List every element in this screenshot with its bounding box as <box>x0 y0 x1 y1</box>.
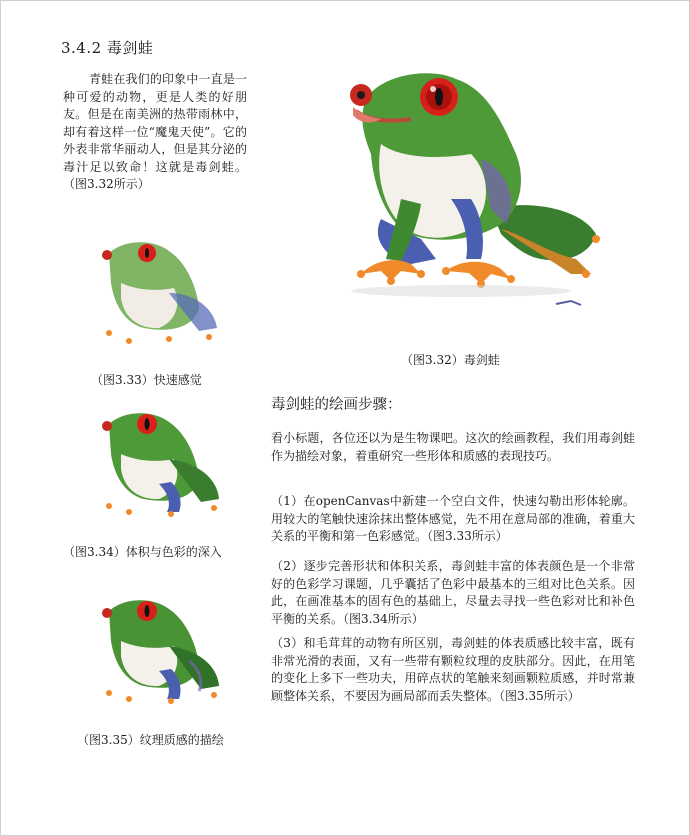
section-title: 3.4.2 毒剑蛙 <box>61 39 154 57</box>
caption-fig-3-32: （图3.32）毒剑蛙 <box>401 353 500 367</box>
step-2-paragraph: （2）逐步完善形状和体积关系，毒剑蛙丰富的体表颜色是一个非常好的色彩学习课题，几乎囊括了色彩中最基本的三组对比色关系。因此，在画准基本的固有色的基础上，尽量去寻找一些色彩对比和补色平衡的关系。（图3.34所示） <box>271 559 635 626</box>
steps-heading: 毒剑蛙的绘画步骤： <box>271 397 402 413</box>
caption-fig-3-34: （图3.34）体积与色彩的深入 <box>63 545 222 559</box>
step-1-paragraph: （1）在openCanvas中新建一个空白文件，快速勾勒出形体轮廓。用较大的笔触快速涂抹出整体感觉，先不用在意局部的准确，着重大关系的平衡和第一色彩感觉。（图3.33所示） <box>271 494 635 543</box>
intro-paragraph: 青蛙在我们的印象中一直是一种可爱的动物，更是人类的好朋友。但是在南美洲的热带雨林中，却有着这样一位“魔鬼天使”。它的外表非常华丽动人，但是其分泌的毒汁足以致命！这就是毒剑蛙。（图3.32所示） <box>63 72 247 191</box>
frog-volume-fig-3-34 <box>99 404 231 519</box>
caption-fig-3-33: （图3.33）快速感觉 <box>91 373 202 387</box>
frog-sketch-fig-3-33 <box>99 233 229 348</box>
frog-texture-fig-3-35 <box>99 591 231 706</box>
lead-paragraph: 看小标题，各位还以为是生物课吧。这次的绘画教程，我们用毒剑蛙作为描绘对象，着重研究一些形体和质感的表现技巧。 <box>271 431 635 463</box>
main-frog-illustration <box>341 59 611 319</box>
step-3-paragraph: （3）和毛茸茸的动物有所区别，毒剑蛙的体表质感比较丰富，既有非常光滑的表面，又有一些带有颗粒纹理的皮肤部分。因此，在用笔的变化上多下一些功夫，用碎点状的笔触来刻画颗粒质感，并时常兼顾整体关系，不要因为画局部而丢失整体。（图3.35所示） <box>271 636 635 703</box>
caption-fig-3-35: （图3.35）纹理质感的描绘 <box>77 733 224 747</box>
